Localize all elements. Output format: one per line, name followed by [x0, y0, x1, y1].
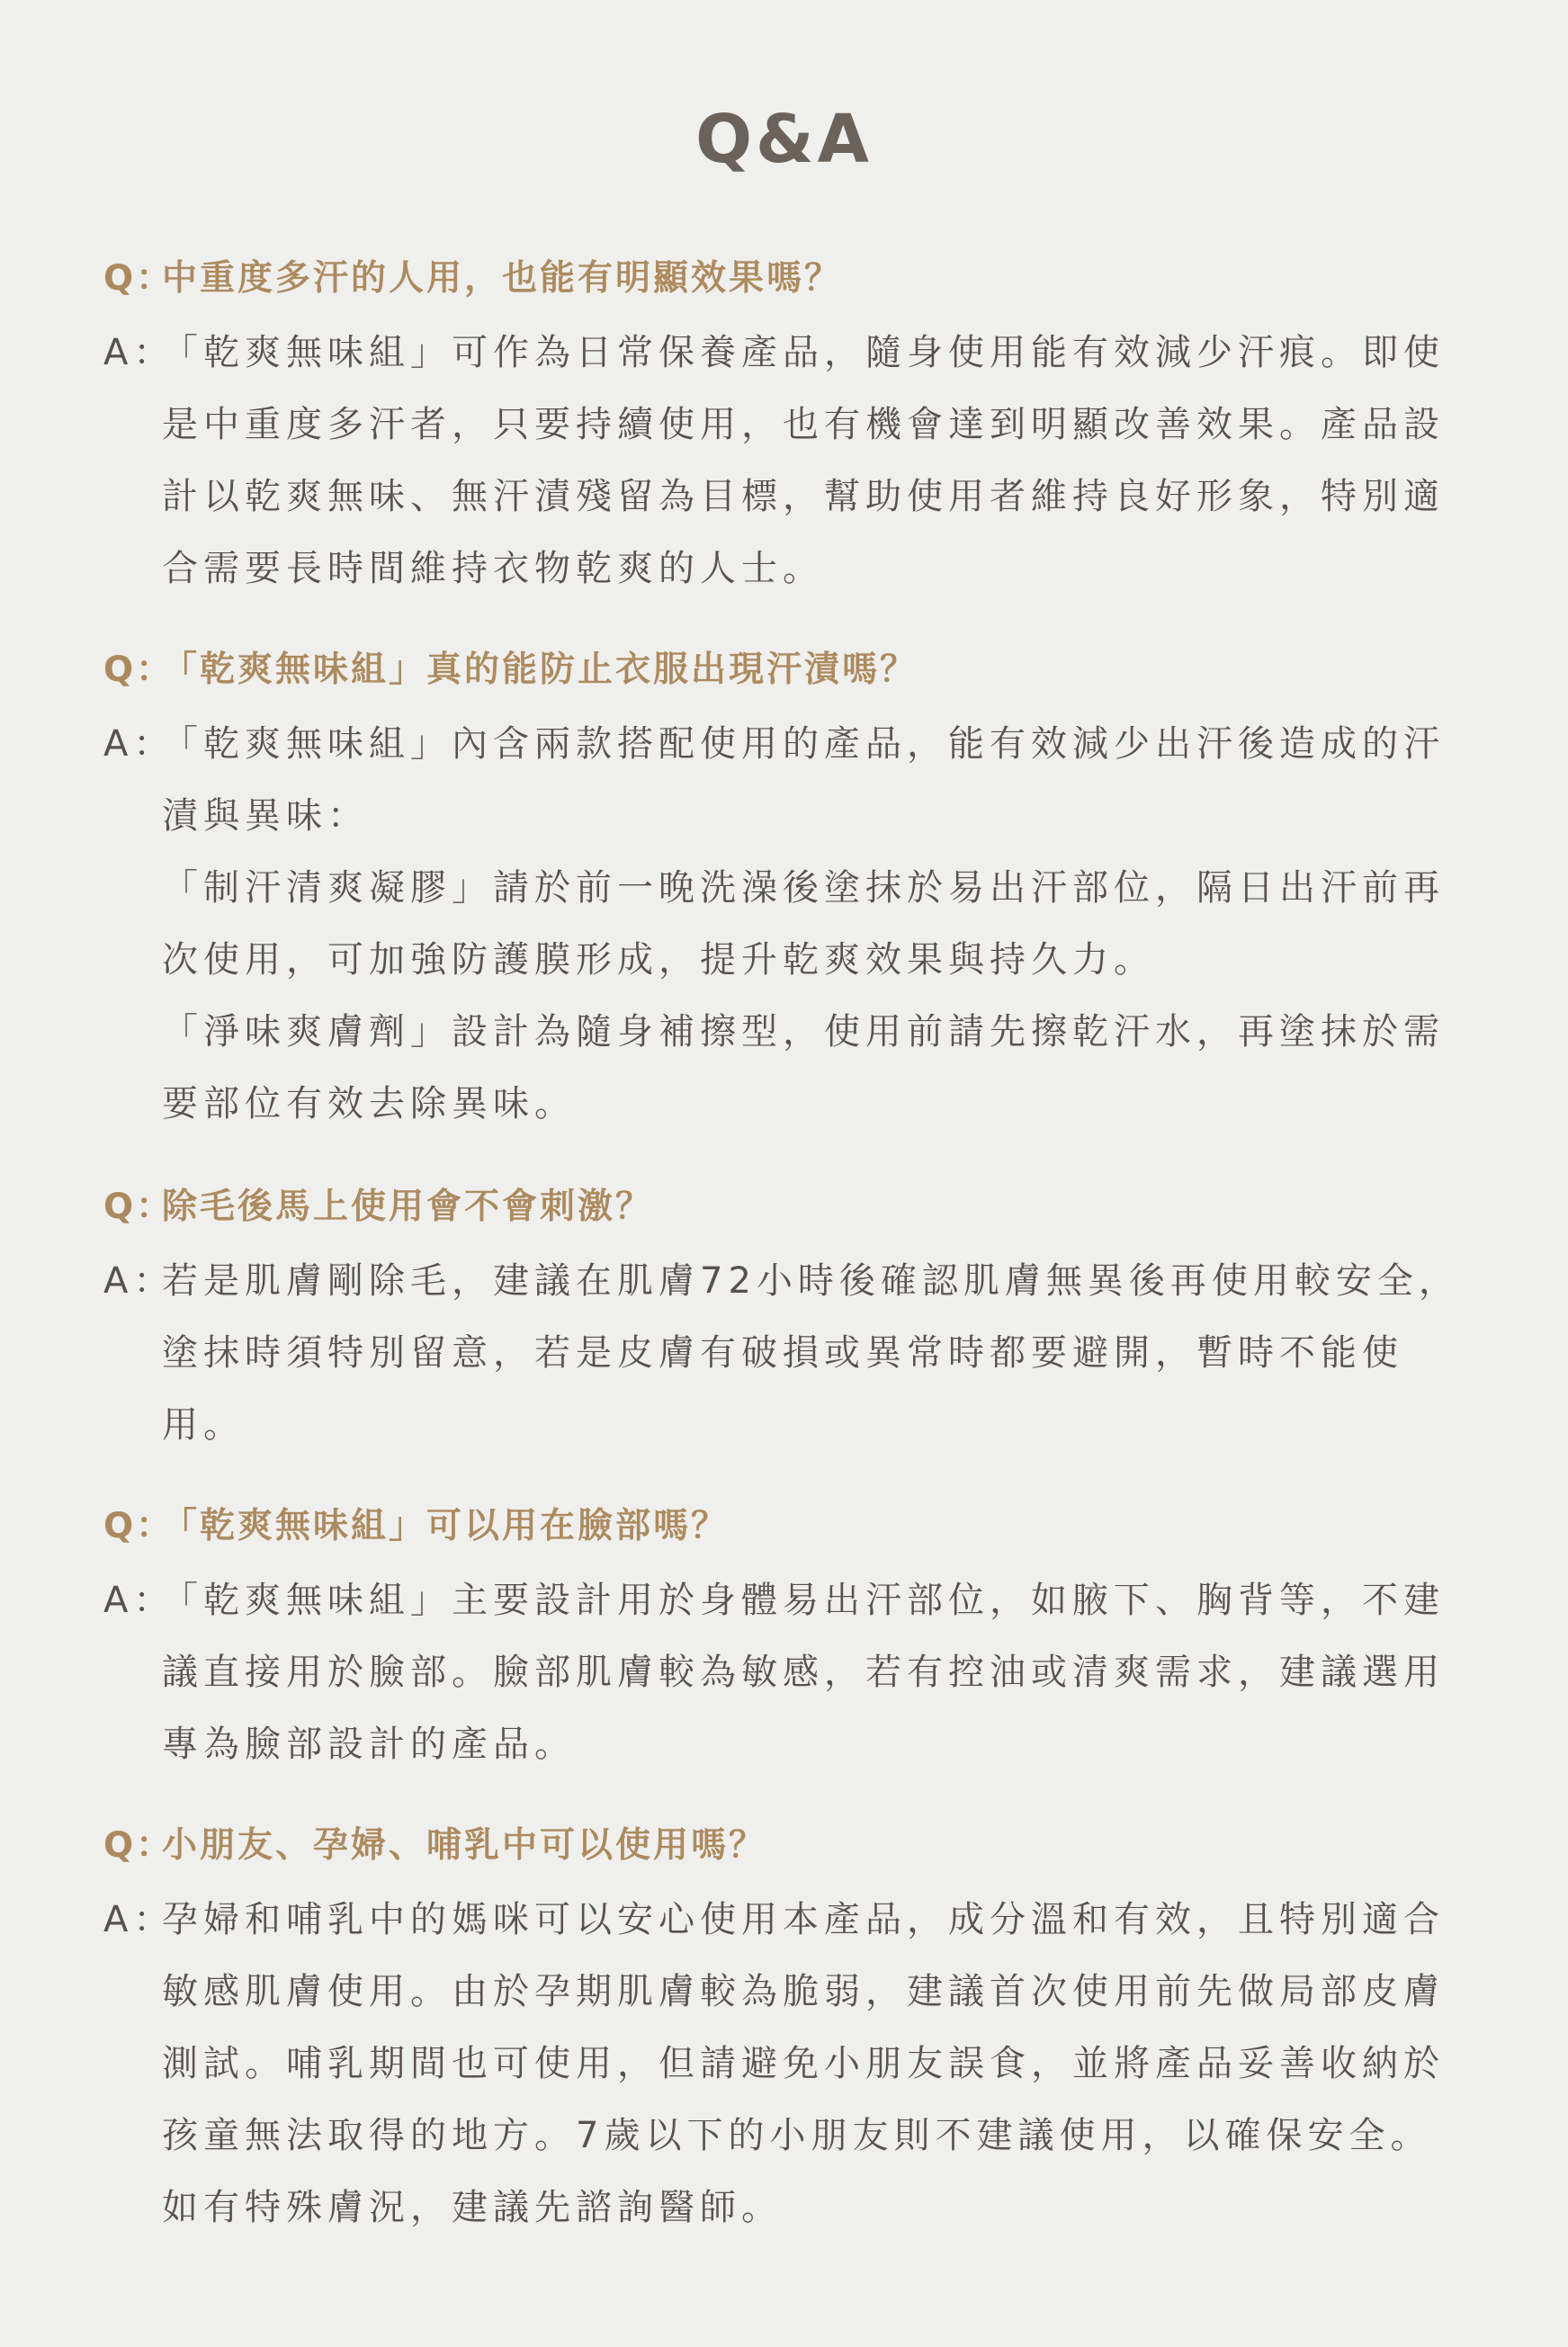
question-3: [103, 1171, 1466, 1243]
answer-prefix: A：: [103, 332, 175, 373]
answer-prefix: A：: [103, 1899, 175, 1940]
answer-paragraph: 「淨味爽膚劑」設計為隨身補擦型，使用前請先擦乾汗水，再塗抹於需要部位有效去除異味。: [162, 1011, 1445, 1124]
question-text: 「乾爽無味組」真的能防止衣服出現汗漬嗎？: [162, 649, 918, 690]
answer-prefix: A：: [103, 723, 175, 765]
answer-paragraph: 「乾爽無味組」可作為日常保養產品，隨身使用能有效減少汗痕。即使是中重度多汗者，只要持續使用，也有機會達到明顯改善效果。產品設計以乾爽無味、無汗漬殘留為目標，幫助使用者維持良好形象，特別適合需要長時間維持衣物乾爽的人士。: [162, 332, 1445, 589]
question-prefix: Q：: [103, 258, 175, 299]
answer-2: [103, 708, 1466, 1140]
question-1: [103, 243, 1466, 315]
answer-prefix: A：: [103, 1260, 175, 1302]
answer-prefix: A：: [103, 1580, 175, 1621]
question-2: [103, 634, 1466, 706]
qa-item-1: [103, 243, 1466, 605]
question-prefix: Q：: [103, 1187, 175, 1227]
answer-paragraph: 「制汗清爽凝膠」請於前一晚洗澡後塗抹於易出汗部位，隔日出汗前再次使用，可加強防護膜形成，提升乾爽效果與持久力。: [162, 867, 1445, 981]
qa-item-3: [103, 1171, 1466, 1461]
qa-item-5: [103, 1810, 1466, 2244]
answer-paragraph: 孕婦和哺乳中的媽咪可以安心使用本產品，成分溫和有效，且特別適合敏感肌膚使用。由於孕期肌膚較為脆弱，建議首次使用前先做局部皮膚測試。哺乳期間也可使用，但請避免小朋友誤食，並將產品妥善收納於孩童無法取得的地方。7歲以下的小朋友則不建議使用，以確保安全。如有特殊膚況，建議先諮詢醫師。: [162, 1899, 1445, 2228]
page-title: Q&A: [695, 101, 873, 178]
question-text: 「乾爽無味組」可以用在臉部嗎？: [162, 1506, 730, 1546]
answer-5: [103, 1884, 1466, 2244]
answer-paragraph: 「乾爽無味組」內含兩款搭配使用的產品，能有效減少出汗後造成的汗漬與異味：: [162, 723, 1445, 837]
qa-item-4: [103, 1491, 1466, 1780]
question-text: 中重度多汗的人用，也能有明顯效果嗎？: [162, 258, 843, 299]
question-text: 小朋友、孕婦、哺乳中可以使用嗎？: [162, 1825, 767, 1866]
answer-4: [103, 1564, 1466, 1780]
question-prefix: Q：: [103, 649, 175, 690]
question-5: [103, 1810, 1466, 1882]
answer-1: [103, 317, 1466, 605]
answer-3: [103, 1245, 1466, 1461]
question-prefix: Q：: [103, 1825, 175, 1866]
qa-item-2: [103, 634, 1466, 1140]
question-prefix: Q：: [103, 1506, 175, 1546]
answer-paragraph: 「乾爽無味組」主要設計用於身體易出汗部位，如腋下、胸背等，不建議直接用於臉部。臉部肌膚較為敏感，若有控油或清爽需求，建議選用專為臉部設計的產品。: [162, 1580, 1445, 1765]
question-text: 除毛後馬上使用會不會刺激？: [162, 1187, 654, 1227]
answer-paragraph: 若是肌膚剛除毛，建議在肌膚72小時後確認肌膚無異後再使用較安全，塗抹時須特別留意，若是皮膚有破損或異常時都要避開，暫時不能使用。: [162, 1260, 1460, 1446]
question-4: [103, 1491, 1466, 1563]
